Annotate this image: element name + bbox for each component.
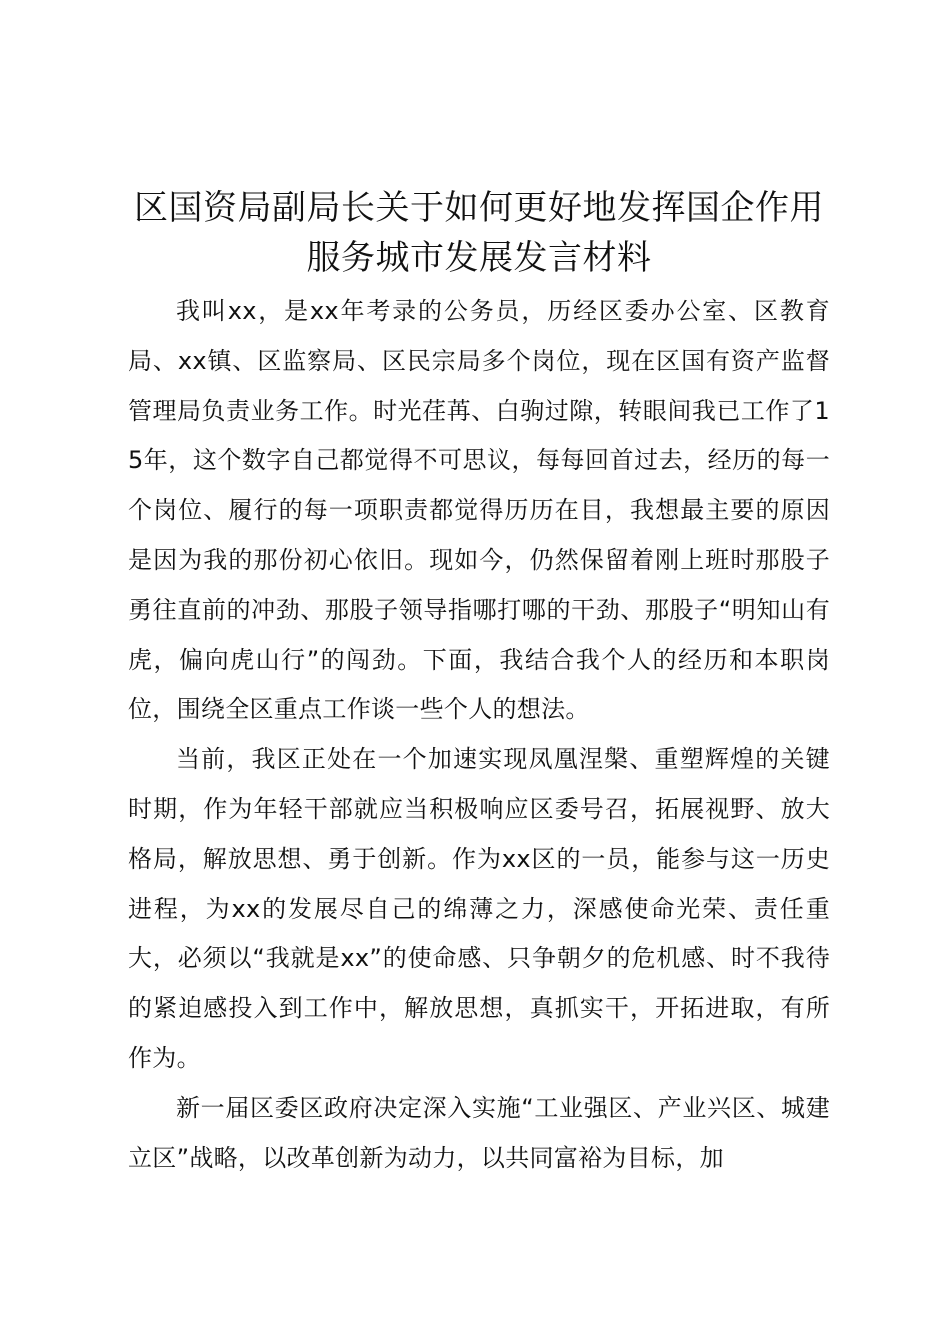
document-title bbox=[128, 183, 830, 283]
paragraph-3: 新一届区委区政府决定深入实施“工业强区、产业兴区、城建立区”战略，以改革创新为动力，以共同富裕为目标，加 bbox=[128, 1093, 830, 1172]
title-line-2: 服务城市发展发言材料 bbox=[306, 238, 652, 278]
paragraph-2: 当前，我区正处在一个加速实现凤凰涅槃、重塑辉煌的关键时期，作为年轻干部就应当积极响应区委号召，拓展视野、放大格局，解放思想、勇于创新。作为xx区的一员，能参与这一历史进程，为xx的发展尽自己的绵薄之力，深感使命光荣、责任重大，必须以“我就是xx”的使命感、只争朝夕的危机感、时不我待的紧迫感投入到工作中，解放思想，真抓实干，开拓进取，有所作为。 bbox=[128, 745, 830, 1072]
paragraph-1: 我叫xx，是xx年考录的公务员，历经区委办公室、区教育局、xx镇、区监察局、区民宗局多个岗位，现在区国有资产监督管理局负责业务工作。时光荏苒、白驹过隙，转眼间我已工作了15年，这个数字自己都觉得不可思议，每每回首过去，经历的每一个岗位、履行的每一项职责都觉得历历在目，我想最主要的原因是因为我的那份初心依旧。现如今，仍然保留着刚上班时那股子勇往直前的冲劲、那股子领导指哪打哪的干劲、那股子“明知山有虎，偏向虎山行”的闯劲。下面，我结合我个人的经历和本职岗位，围绕全区重点工作谈一些个人的想法。 bbox=[128, 297, 830, 724]
title-line-1: 区国资局副局长关于如何更好地发挥国企作用 bbox=[134, 188, 824, 228]
document-body bbox=[128, 287, 830, 1183]
